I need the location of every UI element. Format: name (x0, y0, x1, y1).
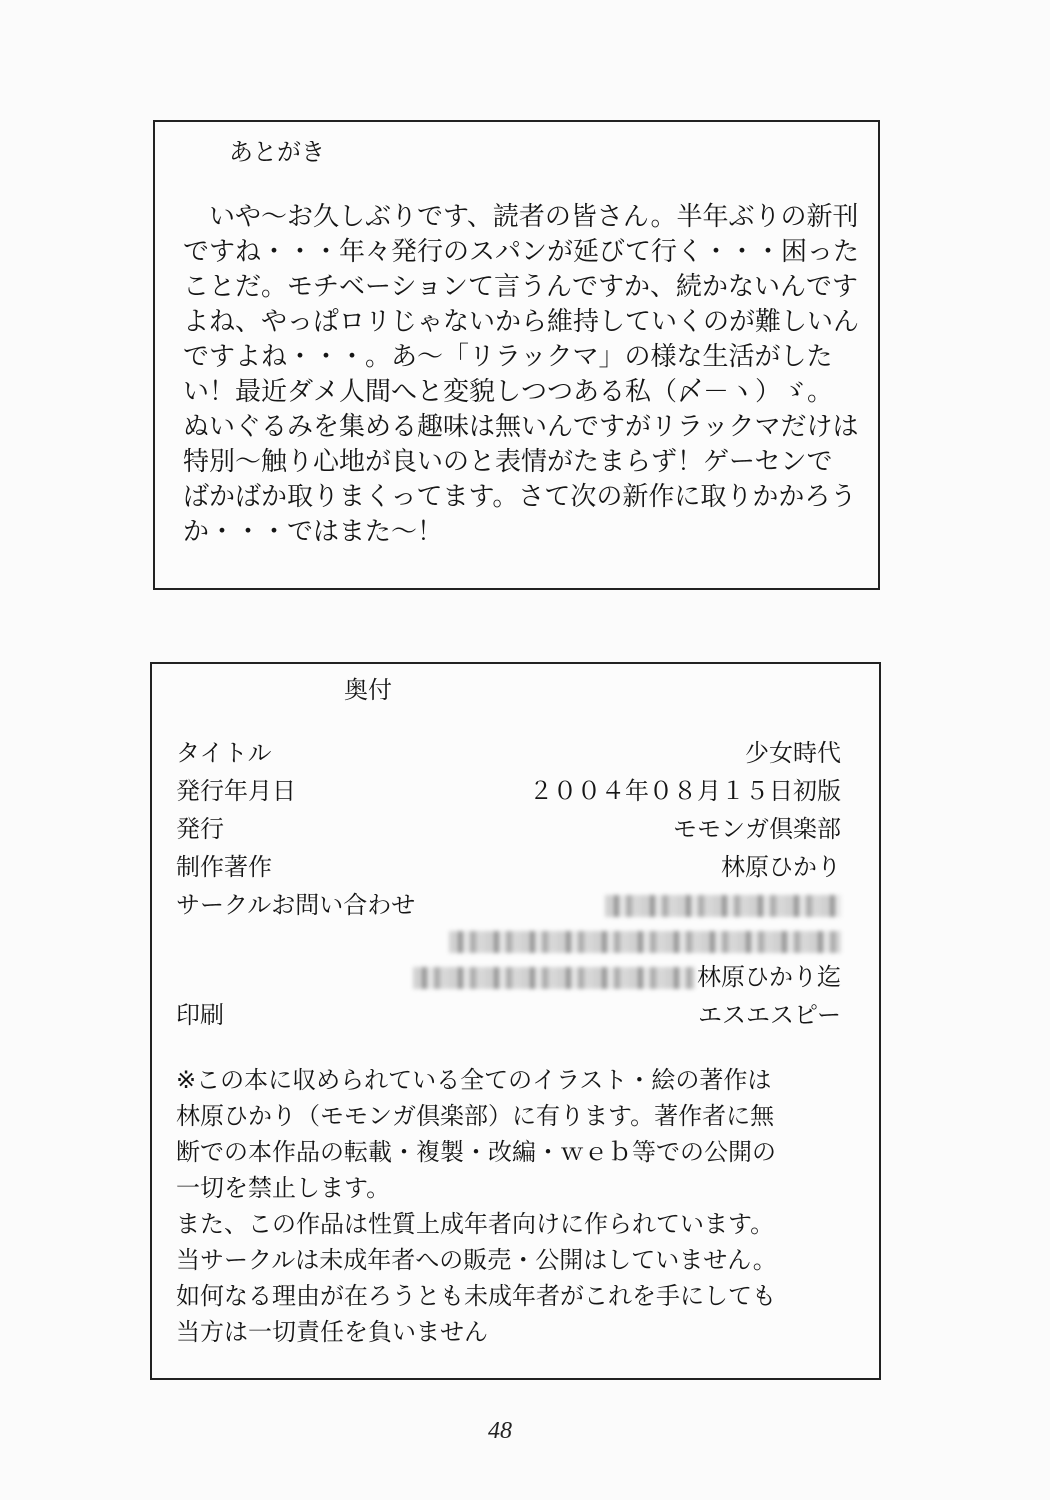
afterword-body (183, 200, 863, 550)
colophon-row-printer (176, 998, 841, 1032)
afterword-line: か・・・ではまた～！ (183, 517, 444, 547)
notice-line: また、この作品は性質上成年者向けに作られています。 (176, 1210, 775, 1238)
colophon-row-author (176, 850, 841, 884)
redacted-address (449, 924, 841, 958)
notice-line: 如何なる理由が在ろうとも未成年者がこれを手にしても (176, 1282, 776, 1310)
afterword-line: ですよね・・・。あ～「リラックマ」の様な生活がした (183, 342, 833, 372)
notice-line: 一切を禁止します。 (176, 1174, 391, 1202)
colophon-value: ２００４年０８月１５日初版 (529, 777, 841, 805)
notice-line: ※この本に収められている全てのイラスト・絵の著作は (176, 1066, 772, 1094)
notice-line: 当サークルは未成年者への販売・公開はしていません。 (176, 1246, 777, 1274)
afterword-line: 特別～触り心地が良いのと表情がたまらず！ゲーセンで (183, 447, 833, 477)
afterword-line: い！最近ダメ人間へと変貌しつつある私（〆－ヽ）ゞ。 (183, 377, 834, 407)
colophon-label: 発行 (176, 815, 224, 843)
colophon-row-contact-name (176, 960, 841, 994)
colophon-label: 印刷 (176, 1001, 224, 1029)
colophon-label: タイトル (176, 739, 272, 767)
notice-line: 断での本作品の転載・複製・改編・ｗｅｂ等での公開の (176, 1138, 776, 1166)
page-number: 48 (488, 1418, 512, 1444)
colophon-row-title (176, 736, 841, 770)
colophon-row-date (176, 774, 841, 808)
afterword-box (153, 120, 880, 590)
afterword-line: ですね・・・年々発行のスパンが延びて行く・・・困った (183, 237, 860, 267)
colophon-row-contact (176, 888, 841, 922)
notice-line: 当方は一切責任を負いません (176, 1318, 488, 1346)
notice-line: 林原ひかり（モモンガ倶楽部）に有ります。著作者に無 (176, 1102, 775, 1130)
colophon-label: サークルお問い合わせ (176, 891, 416, 919)
afterword-line: ぬいぐるみを集める趣味は無いんですがリラックマだけは (183, 412, 859, 442)
afterword-line: ばかばか取りまくってます。さて次の新作に取りかかろう (183, 482, 857, 512)
redacted-address-line (413, 967, 695, 989)
colophon-box (150, 662, 881, 1380)
colophon-title: 奥付 (344, 676, 392, 704)
colophon-value: エスエスピー (697, 1001, 841, 1029)
colophon-value: モモンガ倶楽部 (673, 815, 841, 843)
redacted-postal-code (605, 888, 841, 922)
colophon-row-publisher (176, 812, 841, 846)
colophon-row-address (176, 924, 841, 958)
colophon-label: 制作著作 (176, 853, 272, 881)
colophon-value: 少女時代 (745, 739, 841, 767)
colophon-label: 発行年月日 (176, 777, 296, 805)
afterword-title: あとがき (229, 138, 325, 166)
colophon-value (413, 960, 841, 994)
afterword-line: よね、やっぱロリじゃないから維持していくのが難しいん (183, 307, 860, 337)
contact-name: 林原ひかり迄 (697, 963, 841, 991)
afterword-line: いや～お久しぶりです、読者の皆さん。半年ぶりの新刊 (183, 202, 859, 232)
copyright-notice (176, 1062, 856, 1350)
colophon-value: 林原ひかり (721, 853, 841, 881)
afterword-line: ことだ。モチベーションて言うんですか、続かないんです (183, 272, 858, 302)
